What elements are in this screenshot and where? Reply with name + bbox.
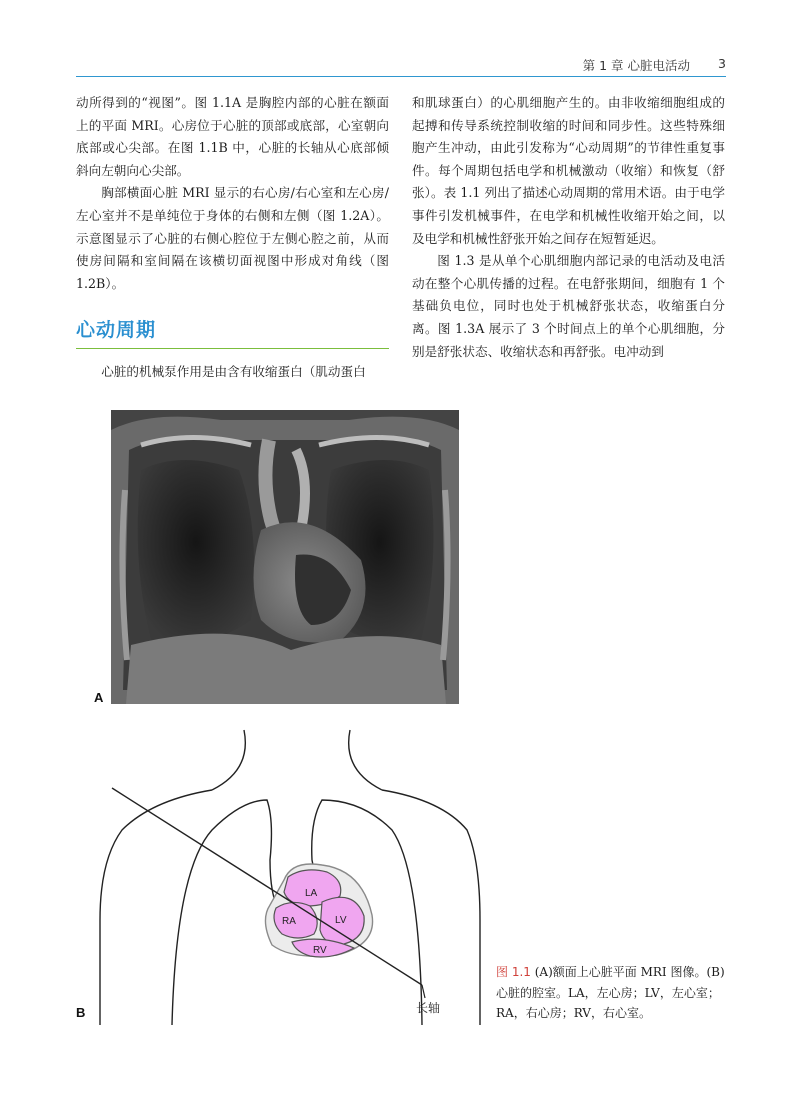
label-ra: RA [282,916,296,927]
caption-text: (A)额面上心脏平面 MRI 图像。(B)心脏的腔室。LA，左心房；LV，左心室；RA，右心房；RV，右心室。 [496,965,725,1020]
long-axis-tick [422,985,425,998]
paragraph: 图 1.3 是从单个心肌细胞内部记录的电活动及电活动在整个心肌传播的过程。在电舒张期间，细胞有 1 个基础负电位，同时也处于机械舒张状态，收缩蛋白分离。图 1.3A 展示了 3 个时间点上的单个心肌细胞，分别是舒张状态、收缩状态和再舒张。电冲动到 [412,253,725,359]
section-rule [76,348,389,349]
page-number: 3 [718,56,726,71]
paragraph: 胸部横面心脏 MRI 显示的右心房/右心室和左心房/左心室并不是单纯位于身体的右侧和左侧（图 1.2A）。示意图显示了心脏的右侧心腔位于左侧心腔之前，从而使房间隔和室间隔在该横切面视图中形成对角线（图 1.2B）。 [76,185,389,291]
section-title: 心动周期 [76,319,157,341]
long-axis-label: 长轴 [416,1001,441,1015]
section-heading [76,315,389,384]
paragraph: 心脏的机械泵作用是由含有收缩蛋白（肌动蛋白 [101,364,366,379]
header-rule [76,76,726,77]
label-rv: RV [313,945,327,956]
running-header [76,56,726,76]
long-axis-line [112,788,422,985]
caption-label: 图 1.1 [496,965,531,979]
panel-a-label: A [94,690,104,705]
chapter-title: 第 1 章 心脏电活动 [582,58,690,73]
heart-diagram-svg [92,720,482,1025]
left-column [76,92,389,295]
paragraph: 和肌球蛋白）的心肌细胞产生的。由非收缩细胞组成的起搏和传导系统控制收缩的时间和同步性。这些特殊细胞产生冲动，由此引发称为“心动周期”的节律性重复事件。每个周期包括电学和机械激动（收缩）和恢复（舒张）。表 1.1 列出了描述心动周期的常用术语。由于电学事件引发机械事件，在电学和机械性收缩开始之间，以及电学和机械性舒张开始之间存在短暂延迟。 [412,95,725,246]
label-la: LA [305,888,318,899]
heart-diagram [92,720,482,1025]
section-body [76,361,389,384]
figure-caption [496,962,728,1024]
mri-rendering [111,410,459,704]
mri-image [111,410,459,704]
right-column [412,92,725,363]
paragraph: 动所得到的“视图”。图 1.1A 是胸腔内部的心脏在额面上的平面 MRI。心房位于心脏的顶部或底部，心室朝向底部或心尖部。在图 1.1B 中，心脏的长轴从心底部倾斜向左朝向心尖部。 [76,95,389,178]
label-lv: LV [335,915,347,926]
panel-b-label: B [76,1005,86,1020]
